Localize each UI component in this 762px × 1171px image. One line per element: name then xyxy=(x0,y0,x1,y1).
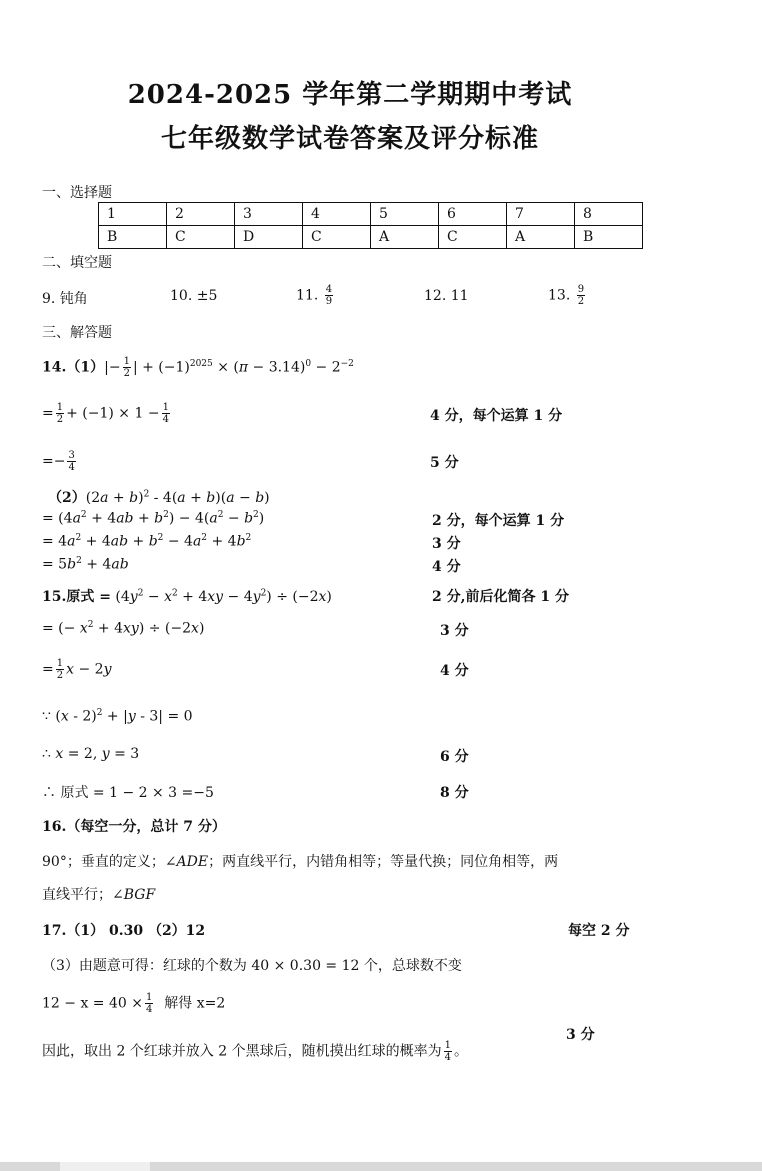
q11-denominator: 9 xyxy=(325,296,333,307)
answer-choice: A xyxy=(507,226,575,249)
bottom-scrollbar[interactable] xyxy=(0,1162,762,1171)
angle-bgf: ∠BGF xyxy=(112,887,156,903)
title-line-2: 七年级数学试卷答案及评分标准 xyxy=(160,124,539,154)
q13-answer xyxy=(548,284,587,307)
q17-eq-prefix: 12 − x = 40 × xyxy=(42,995,143,1012)
answer-choice: C xyxy=(167,226,235,249)
q15-score3: 4 分 xyxy=(440,663,469,679)
q17-score1: 每空 2 分 xyxy=(568,923,630,939)
section-3-heading: 三、解答题 xyxy=(42,325,112,341)
q16-line2 xyxy=(42,884,155,904)
q14-part2-score1: 2 分，每个运算 1 分 xyxy=(432,513,565,529)
q14-part2-step1: = $(4a^2 + 4ab + b^2) - 4(a^2 - b^2)$ xyxy=(42,510,265,527)
q15-step1: = (− $x^2 + 4xy) \div (-2x)$ xyxy=(42,620,205,637)
q15-score1: 2 分,前后化简各 1 分 xyxy=(432,589,569,605)
answer-number: 6 xyxy=(439,203,507,226)
answer-table-number-row xyxy=(99,203,643,226)
q14-part1-step1: = $\frac{1}{2}$ + (−1) × 1 − $\frac{1}{4}$ xyxy=(42,402,169,425)
angle-ade: ∠ADE xyxy=(164,854,209,870)
therefore-symbol: ∴ xyxy=(42,746,51,762)
answer-number: 3 xyxy=(235,203,303,226)
q17-conclusion-end: 。 xyxy=(454,1043,468,1060)
answer-number: 8 xyxy=(575,203,643,226)
q14-part2-score2: 3 分 xyxy=(432,536,461,552)
q17-part3: （3）由题意可得：红球的个数为 40 × 0.30 = 12 个，总球数不变 xyxy=(42,958,462,974)
answer-number: 5 xyxy=(371,203,439,226)
q17-conclusion: 因此，取出 2 个红球并放入 2 个黑球后，随机摸出红球的概率为 $\frac{1}{4}$ 。 xyxy=(42,1040,468,1063)
q14-part2-label: （2） xyxy=(48,490,86,506)
answer-table-answer-row xyxy=(99,226,643,249)
q15-score5: 8 分 xyxy=(440,785,469,801)
section-1-heading: 一、选择题 xyxy=(42,185,112,201)
answer-choice: B xyxy=(575,226,643,249)
answer-table xyxy=(98,202,643,249)
q14-part2-score3: 4 分 xyxy=(432,559,461,575)
q14-part1-score2: 5 分 xyxy=(430,455,459,471)
q14-part1-score1: 4 分，每个运算 1 分 xyxy=(430,408,563,424)
answer-number: 2 xyxy=(167,203,235,226)
answer-choice: A xyxy=(371,226,439,249)
answer-choice: D xyxy=(235,226,303,249)
q11-answer xyxy=(296,284,335,307)
q12-answer: 12. 11 xyxy=(424,288,469,304)
q16-label: 16.（每空一分，总计 7 分） xyxy=(42,819,226,835)
q15-condition: ∵ (x - 2)$^2$ + |y - 3| = 0 xyxy=(42,708,193,725)
answer-choice: C xyxy=(439,226,507,249)
answer-number: 4 xyxy=(303,203,371,226)
q11-numerator: 4 xyxy=(325,284,333,295)
q15-solution: ∴ x = 2, y = 3 xyxy=(42,746,140,762)
q16-line1-b: ；两直线平行，内错角相等；等量代换；同位角相等，两 xyxy=(208,854,559,870)
q14-part1-expression: 14.（1）|− $\frac{1}{2}$ | + $(-1)^{2025} \times (\pi - 3.14)^0 - 2^{-2}$ xyxy=(42,356,354,379)
q17-score2: 3 分 xyxy=(566,1027,595,1043)
q13-prefix: 13. xyxy=(548,287,571,304)
q11-prefix: 11. xyxy=(296,287,319,304)
q17-part1-2: 17.（1） 0.30 （2）12 xyxy=(42,923,206,939)
scrollbar-thumb[interactable] xyxy=(60,1162,150,1171)
q17-conclusion-text: 因此，取出 2 个红球并放入 2 个黑球后，随机摸出红球的概率为 xyxy=(42,1043,442,1060)
q14-part2-step3: = $5b^2 + 4ab$ xyxy=(42,556,129,573)
q10-answer: 10. ±5 xyxy=(170,288,218,304)
section-2-heading: 二、填空题 xyxy=(42,255,112,271)
q15-score4: 6 分 xyxy=(440,749,469,765)
answer-choice: C xyxy=(303,226,371,249)
q16-line1 xyxy=(42,851,558,871)
title-line-1: 2024-2025 学年第二学期期中考试 xyxy=(127,80,573,110)
q15-label: 15.原式 = xyxy=(42,589,111,605)
q14-part1-step2: =− $\frac{3}{4}$ xyxy=(42,450,75,473)
q13-fraction xyxy=(577,284,585,307)
q14-part2-expression: $(2)(2a + b)^2 - 4(a + b)(a - b)$ xyxy=(48,489,270,506)
q13-numerator: 9 xyxy=(577,284,585,295)
q9-answer: 9. 钝角 xyxy=(42,291,88,307)
q13-denominator: 2 xyxy=(577,296,585,307)
q17-eq-suffix: 解得 x=2 xyxy=(164,995,226,1012)
answer-choice: B xyxy=(99,226,167,249)
q15-score2: 3 分 xyxy=(440,623,469,639)
q15-step2: = $\frac{1}{2}$ x − 2y xyxy=(42,658,112,681)
q15-expression: 15.原式 = $(4y^2 - x^2 + 4xy - 4y^2) \div (-2x)$ xyxy=(42,588,332,605)
q16-line2-a: 直线平行； xyxy=(42,887,112,903)
answer-number: 1 xyxy=(99,203,167,226)
q15-final: ∴ 原式 = 1 − 2 × 3 =−5 xyxy=(42,785,214,801)
q16-line1-a: 90°；垂直的定义； xyxy=(42,854,165,870)
q14-part2-step2: = $4a^2 + 4ab + b^2 - 4a^2 + 4b^2$ xyxy=(42,533,252,550)
q14-label: 14.（1） xyxy=(42,359,105,376)
answer-number: 7 xyxy=(507,203,575,226)
q11-fraction xyxy=(325,284,333,307)
q17-equation: 12 − x = 40 × $\frac{1}{4}$ 解得 x=2 xyxy=(42,992,226,1015)
because-symbol: ∵ xyxy=(42,708,51,725)
